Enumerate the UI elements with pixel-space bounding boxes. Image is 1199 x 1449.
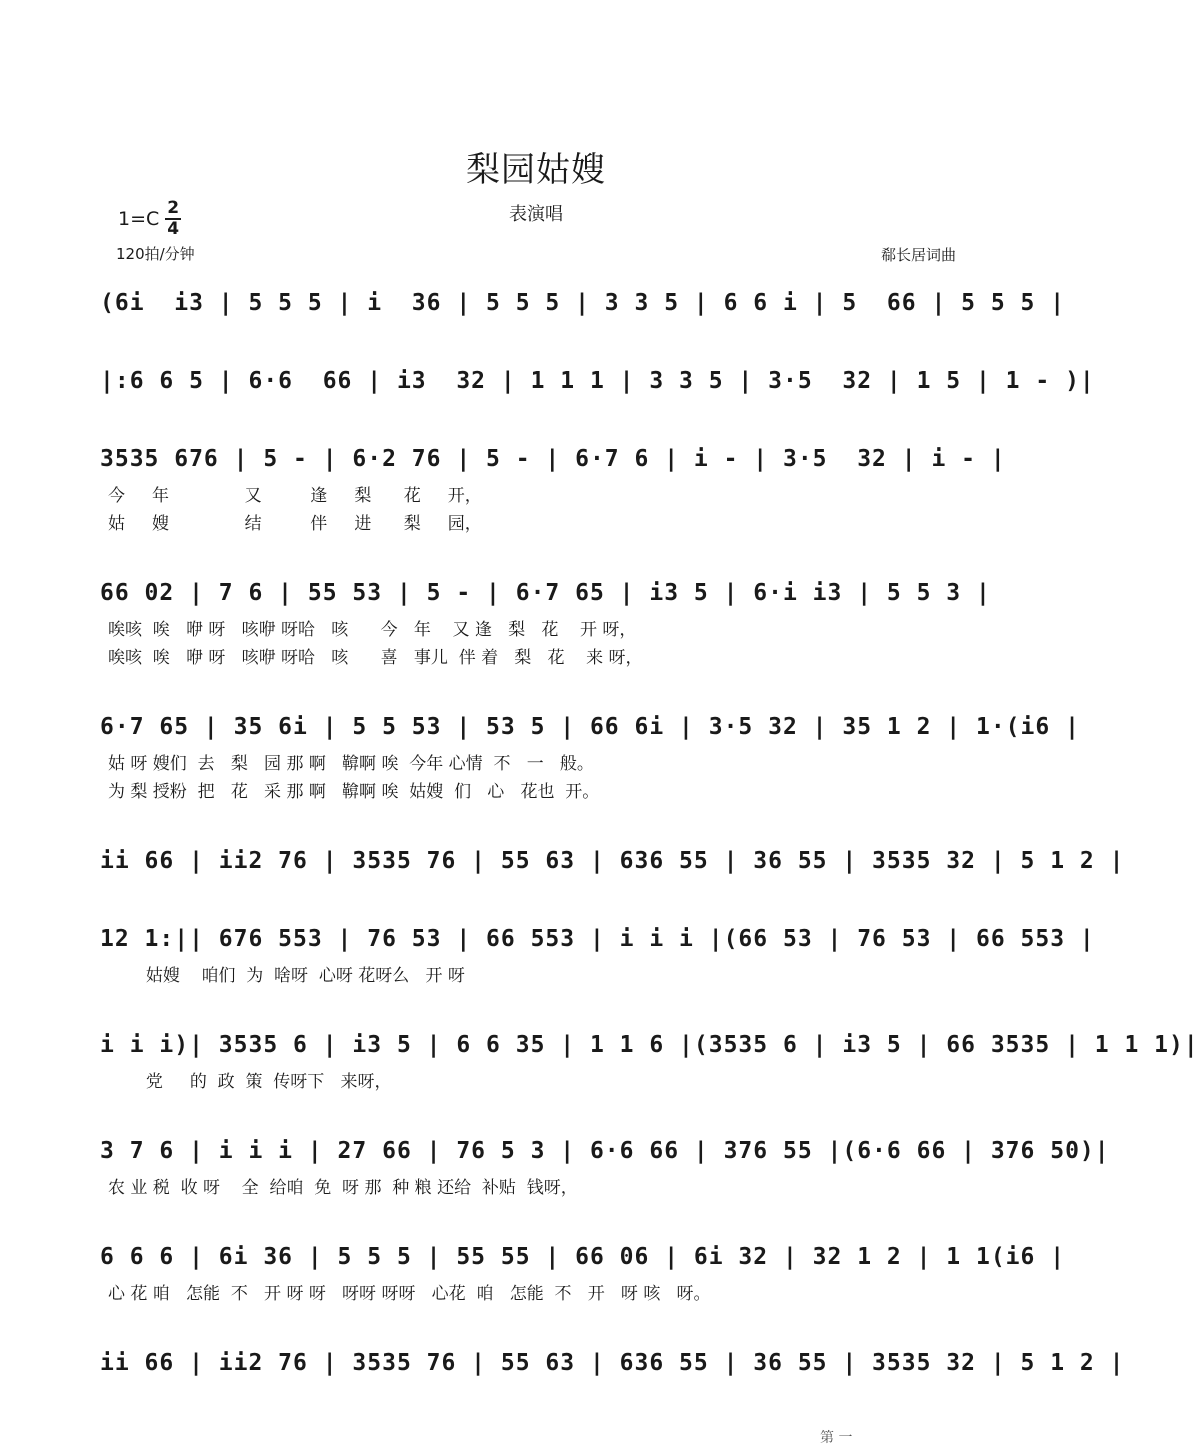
- lyric-line-9-1: 农 业 税 收 呀 全 给咱 免 呀 那 种 粮 还给 补贴 钱呀，: [108, 1178, 578, 1198]
- song-title: 梨园姑嫂: [466, 150, 606, 190]
- lyric-line-4-1: 唉咳 唉 咿 呀 咳咿 呀哈 咳 今 年 又 逢 梨 花 开 呀，: [108, 620, 637, 640]
- score-row-4: 66 02 | 7 6 | 55 53 | 5 - | 6·7 65 | i3 5 | 6·i i3 | 5 5 3 |: [100, 580, 991, 606]
- time-signature-bottom: 4: [167, 219, 180, 239]
- score-row-8: i i i)| 3535 6 | i3 5 | 6 6 35 | 1 1 6 |(3535 6 | i3 5 | 66 3535 | 1 1 1)|: [100, 1032, 1199, 1058]
- score-row-10: 6 6 6 | 6i 36 | 5 5 5 | 55 55 | 66 06 | 6i 32 | 32 1 2 | 1 1(i6 |: [100, 1244, 1066, 1270]
- score-row-5: 6·7 65 | 35 6i | 5 5 53 | 53 5 | 66 6i | 3·5 32 | 35 1 2 | 1·(i6 |: [100, 714, 1080, 740]
- score-row-2: |:6 6 5 | 6·6 66 | i3 32 | 1 1 1 | 3 3 5 | 3·5 32 | 1 5 | 1 - )|: [100, 368, 1095, 394]
- lyric-line-7-1: 姑嫂 咱们 为 啥呀 心呀 花呀么 开 呀: [108, 966, 465, 986]
- page-footer: 第 一: [820, 1430, 853, 1446]
- score-row-3: 3535 676 | 5 - | 6·2 76 | 5 - | 6·7 6 | i - | 3·5 32 | i - |: [100, 446, 1006, 472]
- score-row-1: (6i i3 | 5 5 5 | i 36 | 5 5 5 | 3 3 5 | 6 6 i | 5 66 | 5 5 5 |: [100, 290, 1066, 316]
- lyric-line-4-2: 唉咳 唉 咿 呀 咳咿 呀哈 咳 喜 事儿 伴 着 梨 花 来 呀，: [108, 648, 643, 668]
- lyric-line-5-1: 姑 呀 嫂们 去 梨 园 那 啊 鞥啊 唉 今年 心情 不 一 般。: [108, 754, 594, 774]
- lyric-line-3-1: 今 年 又 逢 梨 花 开，: [108, 486, 482, 506]
- score-row-7: 12 1:|| 676 553 | 76 53 | 66 553 | i i i |(66 53 | 76 53 | 66 553 |: [100, 926, 1095, 952]
- score-row-9: 3 7 6 | i i i | 27 66 | 76 5 3 | 6·6 66 | 376 55 |(6·6 66 | 376 50)|: [100, 1138, 1110, 1164]
- song-subtitle: 表演唱: [509, 204, 563, 225]
- score-row-6: ii 66 | ii2 76 | 3535 76 | 55 63 | 636 55 | 36 55 | 3535 32 | 5 1 2 |: [100, 848, 1125, 874]
- score-row-11: ii 66 | ii2 76 | 3535 76 | 55 63 | 636 55 | 36 55 | 3535 32 | 5 1 2 |: [100, 1350, 1125, 1376]
- time-signature-top: 2: [167, 198, 180, 218]
- composer-credit: 郗长居词曲: [880, 246, 956, 264]
- lyric-line-8-1: 党 的 政 策 传呀下 来呀，: [108, 1072, 392, 1092]
- lyric-line-3-2: 姑 嫂 结 伴 进 梨 园，: [108, 514, 482, 534]
- key-label: 1=C: [118, 208, 160, 230]
- tempo-marking: 120拍/分钟: [116, 245, 195, 263]
- lyric-line-10-1: 心 花 咱 怎能 不 开 呀 呀 呀呀 呀呀 心花 咱 怎能 不 开 呀 咳 呀。: [108, 1284, 711, 1304]
- lyric-line-5-2: 为 梨 授粉 把 花 采 那 啊 鞥啊 唉 姑嫂 们 心 花也 开。: [108, 782, 600, 802]
